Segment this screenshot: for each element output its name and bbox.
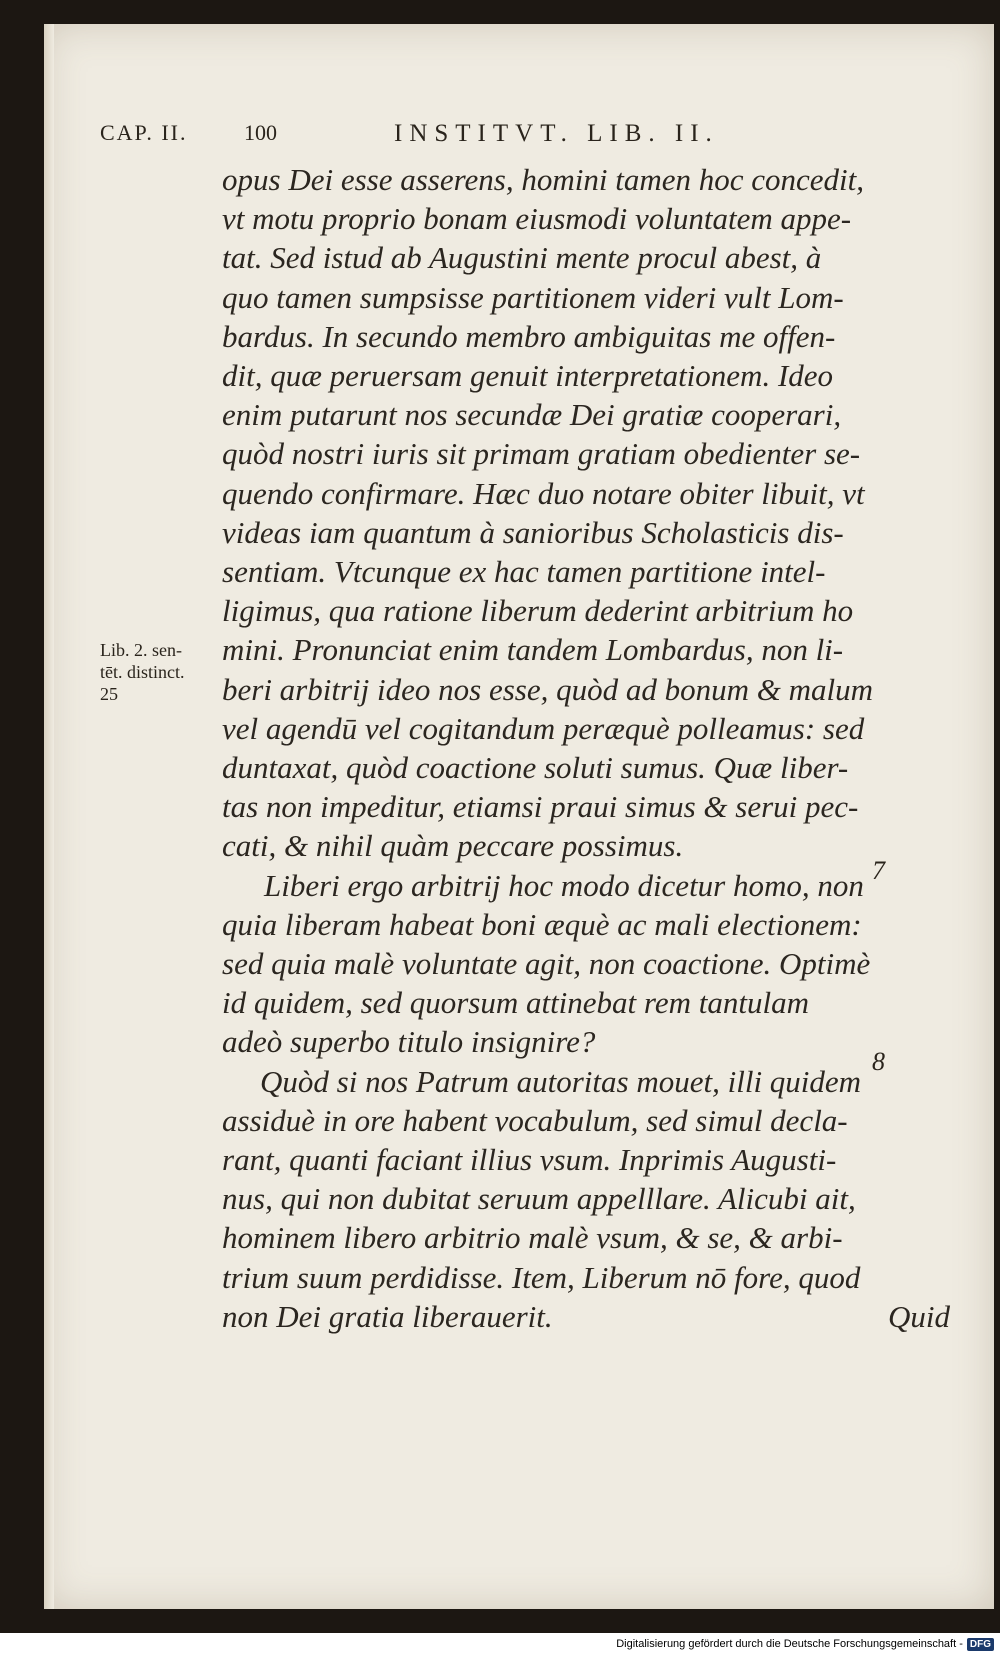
- book-page: [44, 24, 994, 1609]
- margin-note: [100, 639, 230, 705]
- digitization-footer: [0, 1633, 1000, 1655]
- text-line: dit, quæ peruersam genuit interpretationem. Ideo: [222, 358, 834, 394]
- paragraph-3-line: nus, qui non dubitat seruum appelllare. Alicubi ait,: [222, 1181, 856, 1217]
- text-line: mini. Pronunciat enim tandem Lombardus, non li-: [222, 632, 844, 668]
- dfg-logo-icon: DFG: [967, 1638, 994, 1651]
- text-line: quendo confirmare. Hæc duo notare obiter libuit, vt: [222, 475, 865, 511]
- paragraph-2-line: Liberi ergo arbitrij hoc modo dicetur homo, non: [264, 867, 864, 903]
- text-line: tas non impeditur, etiamsi praui simus & serui pec-: [222, 789, 859, 825]
- paragraph-3-line: hominem libero arbitrio malè vsum, & se, & arbi-: [222, 1220, 843, 1256]
- paragraph-3-line: assiduè in ore habent vocabulum, sed simul decla-: [222, 1102, 848, 1138]
- text-line: sentiam. Vtcunque ex hac tamen partitione intel-: [222, 554, 826, 590]
- text-line: vt motu proprio bonam eiusmodi voluntatem appe-: [222, 201, 852, 237]
- text-line: bardus. In secundo membro ambiguitas me offen-: [222, 318, 836, 354]
- footer-text: Digitalisierung gefördert durch die Deutsche Forschungsgemeinschaft -: [616, 1638, 963, 1650]
- text-line: videas iam quantum à sanioribus Scholasticis dis-: [222, 514, 844, 550]
- text-line: cati, & nihil quàm peccare possimus.: [222, 828, 684, 864]
- paragraph-2-line: adeò superbo titulo insignire?: [222, 1024, 596, 1060]
- text-line: quòd nostri iuris sit primam gratiam obedienter se-: [222, 436, 861, 472]
- margin-note-line: 25: [100, 684, 118, 704]
- chapter-label: CAP. II.: [100, 120, 188, 145]
- main-text: [222, 160, 950, 1336]
- page-edge: [44, 24, 54, 1609]
- margin-note-line: Lib. 2. sen-: [100, 640, 182, 660]
- running-header: [44, 120, 994, 160]
- paragraph-3-line: Quòd si nos Patrum autoritas mouet, illi quidem: [260, 1063, 862, 1099]
- text-line: opus Dei esse asserens, homini tamen hoc concedit,: [222, 162, 864, 197]
- paragraph-3-line: rant, quanti faciant illius vsum. Inprimis Augusti-: [222, 1142, 837, 1178]
- section-number-8: 8: [872, 1047, 885, 1076]
- section-number-7: 7: [872, 856, 885, 885]
- text-line: duntaxat, quòd coactione soluti sumus. Quæ liber-: [222, 750, 849, 786]
- page-number: 100: [244, 120, 277, 145]
- text-line: enim putarunt nos secundæ Dei gratiæ cooperari,: [222, 397, 842, 433]
- last-text-line: non Dei gratia liberauerit.: [222, 1298, 553, 1334]
- text-line: vel agendū vel cogitandum peræquè polleamus: sed: [222, 710, 865, 746]
- text-line: quo tamen sumpsisse partitionem videri vult Lom-: [222, 279, 844, 315]
- text-line: beri arbitrij ideo nos esse, quòd ad bonum & malum: [222, 671, 873, 707]
- text-line: ligimus, qua ratione liberum dederint arbitrium ho: [222, 593, 854, 629]
- paragraph-2-line: quia liberam habeat boni æquè ac mali electionem:: [222, 906, 862, 942]
- final-line: [222, 1297, 950, 1336]
- running-title: INSTITVT. LIB. II.: [394, 120, 719, 147]
- catchword: Quid: [888, 1298, 950, 1334]
- paragraph-2-line: id quidem, sed quorsum attinebat rem tantulam: [222, 985, 809, 1021]
- paragraph-2-line: sed quia malè voluntate agit, non coactione. Optimè: [222, 946, 871, 982]
- paragraph-3-line: trium suum perdidisse. Item, Liberum nō fore, quod: [222, 1259, 861, 1295]
- margin-note-line: tēt. distinct.: [100, 662, 185, 682]
- text-line: tat. Sed istud ab Augustini mente procul abest, à: [222, 240, 822, 276]
